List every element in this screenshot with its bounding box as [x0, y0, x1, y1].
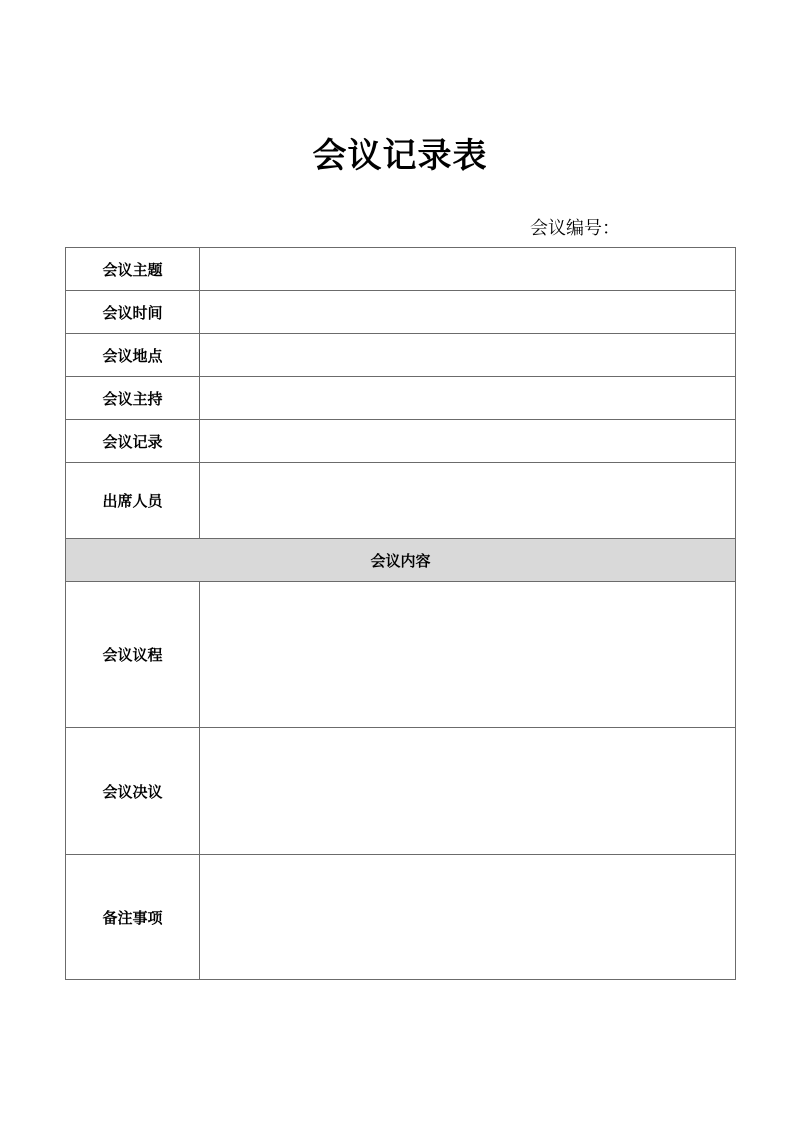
row-value-agenda[interactable]: [200, 582, 736, 728]
row-label-host: 会议主持: [66, 377, 200, 420]
table-row: [66, 855, 736, 980]
row-value-remarks[interactable]: [200, 855, 736, 980]
row-value-resolution[interactable]: [200, 728, 736, 855]
row-value-host[interactable]: [200, 377, 736, 420]
row-label-resolution: 会议决议: [66, 728, 200, 855]
row-value-time[interactable]: [200, 291, 736, 334]
row-value-attendees[interactable]: [200, 463, 736, 539]
table-row: [66, 334, 736, 377]
row-label-time: 会议时间: [66, 291, 200, 334]
table-row: [66, 377, 736, 420]
section-header-content: 会议内容: [66, 539, 736, 582]
table-row: [66, 582, 736, 728]
table-row: [66, 463, 736, 539]
row-label-topic: 会议主题: [66, 248, 200, 291]
row-label-location: 会议地点: [66, 334, 200, 377]
table-row: [66, 291, 736, 334]
table-row: [66, 420, 736, 463]
page-title: 会议记录表: [312, 136, 488, 176]
row-value-topic[interactable]: [200, 248, 736, 291]
row-label-attendees: 出席人员: [66, 463, 200, 539]
row-label-remarks: 备注事项: [66, 855, 200, 980]
table-row: [66, 248, 736, 291]
row-value-location[interactable]: [200, 334, 736, 377]
row-value-recorder[interactable]: [200, 420, 736, 463]
meeting-record-table: [65, 247, 736, 980]
row-label-recorder: 会议记录: [66, 420, 200, 463]
table-row: [66, 728, 736, 855]
row-label-agenda: 会议议程: [66, 582, 200, 728]
section-header-row: [66, 539, 736, 582]
meeting-number-label: 会议编号：: [530, 218, 620, 239]
